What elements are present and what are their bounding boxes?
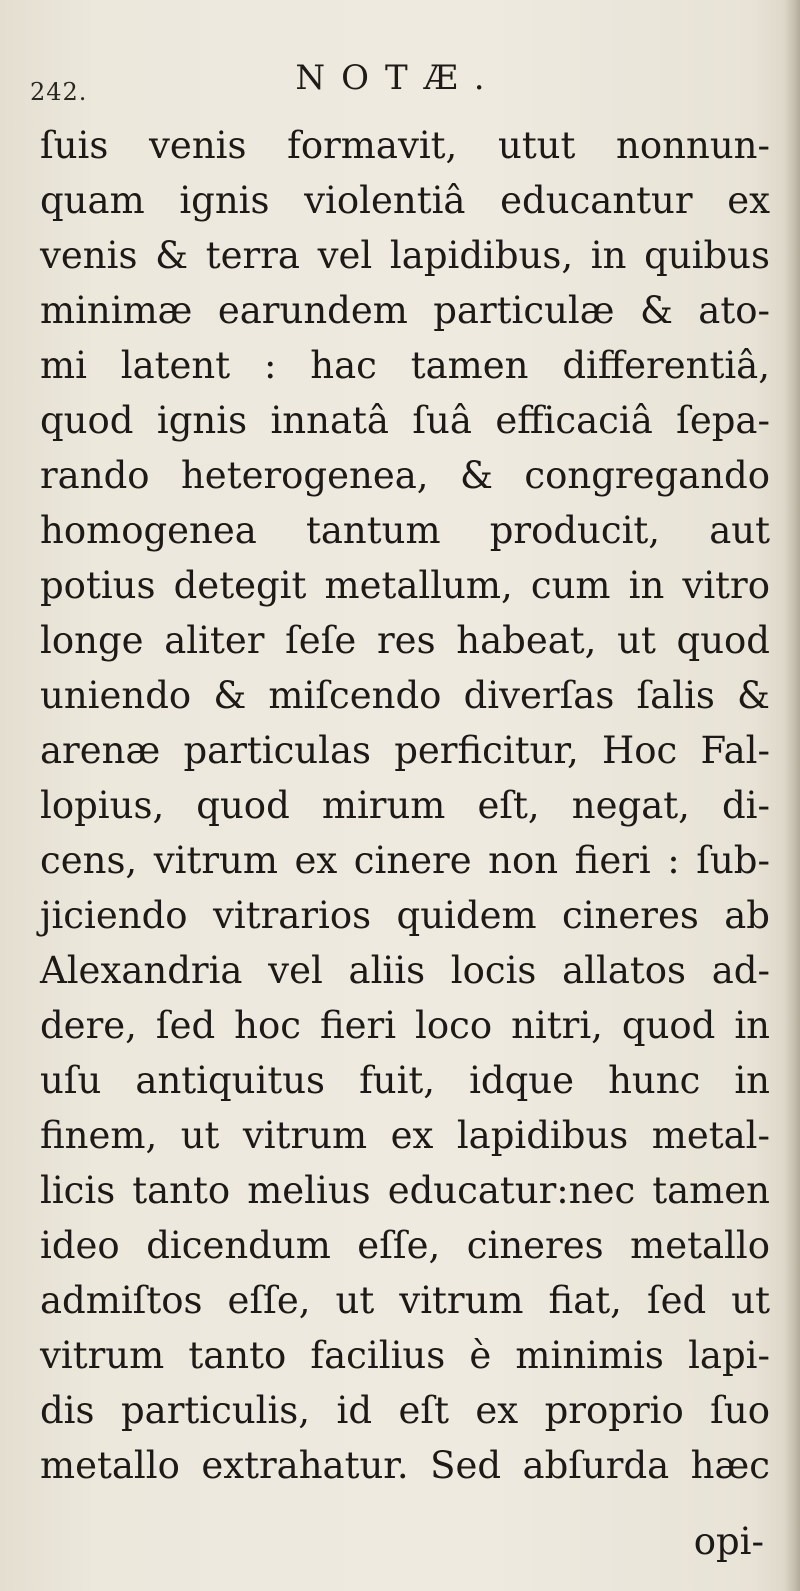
text-line: longe aliter ſeſe res habeat, ut quod <box>40 619 770 662</box>
text-line: venis & terra vel lapidibus, in quibus <box>40 234 770 277</box>
text-line: dere, ſed hoc fieri loco nitri, quod in <box>40 1004 770 1047</box>
text-line: mi latent : hac tamen differentiâ, <box>40 344 770 387</box>
text-line: potius detegit metallum, cum in vitro <box>40 564 770 607</box>
body-text <box>40 118 770 1493</box>
text-line: jiciendo vitrarios quidem cineres ab <box>40 894 770 937</box>
text-line: Alexandria vel aliis locis allatos ad- <box>40 949 770 992</box>
catchword: opi- <box>693 1520 764 1563</box>
text-line: vitrum tanto facilius è minimis lapi- <box>40 1334 770 1377</box>
text-line: ſuis venis formavit, utut nonnun- <box>40 124 770 167</box>
text-line: quam ignis violentiâ educantur ex <box>40 179 770 222</box>
text-line: finem, ut vitrum ex lapidibus metal- <box>40 1114 770 1157</box>
text-line: arenæ particulas perficitur, Hoc Fal- <box>40 729 770 772</box>
text-line: uniendo & miſcendo diverſas ſalis & <box>40 674 770 717</box>
text-line: dis particulis, id eſt ex proprio ſuo <box>40 1389 770 1432</box>
text-line: metallo extrahatur. Sed abſurda hæc <box>40 1444 770 1487</box>
text-line: ideo dicendum eſſe, cineres metallo <box>40 1224 770 1267</box>
text-line: homogenea tantum producit, aut <box>40 509 770 552</box>
text-line: quod ignis innatâ ſuâ efficaciâ ſepa- <box>40 399 770 442</box>
text-line: licis tanto melius educatur:nec tamen <box>40 1169 770 1212</box>
text-line: uſu antiquitus fuit, idque hunc in <box>40 1059 770 1102</box>
text-line: lopius, quod mirum eſt, negat, di- <box>40 784 770 827</box>
page-edge-shadow <box>784 0 800 1591</box>
page-number: 242. <box>30 78 88 106</box>
running-head: NOTÆ. <box>295 58 501 98</box>
text-line: cens, vitrum ex cinere non fieri : ſub- <box>40 839 770 882</box>
text-line: minimæ earundem particulæ & ato- <box>40 289 770 332</box>
text-line: admiſtos eſſe, ut vitrum fiat, ſed ut <box>40 1279 770 1322</box>
text-line: rando heterogenea, & congregando <box>40 454 770 497</box>
